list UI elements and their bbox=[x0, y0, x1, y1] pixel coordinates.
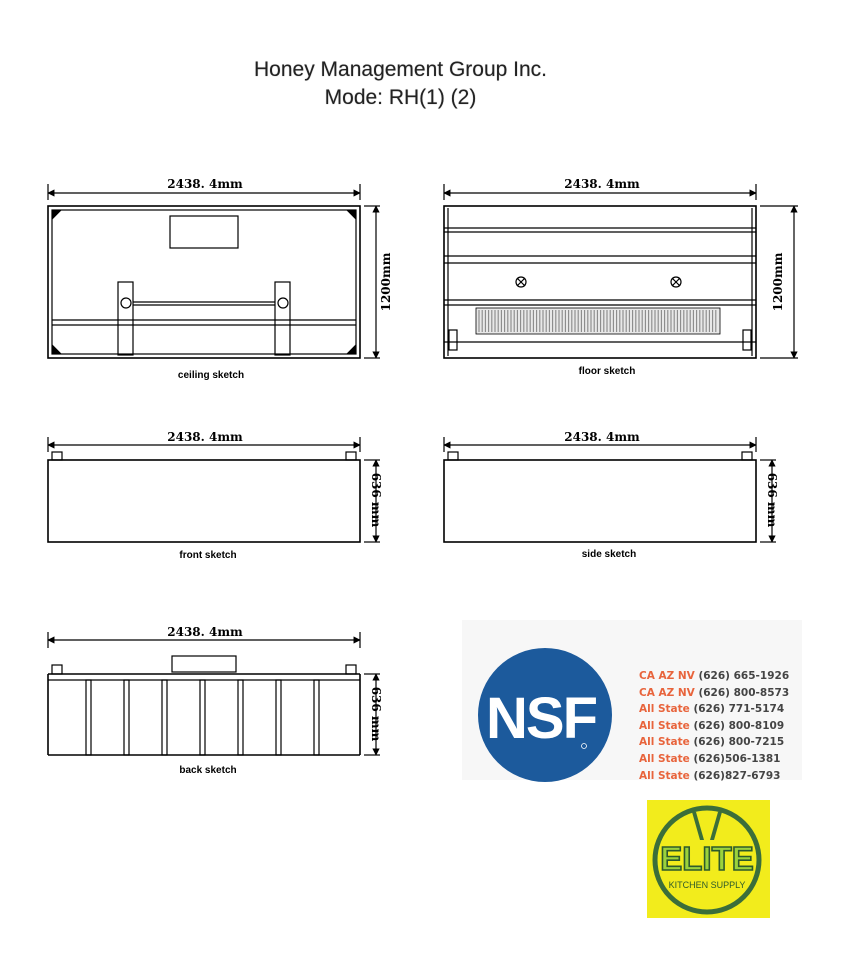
contact-region: All State bbox=[639, 752, 690, 765]
front-caption: front sketch bbox=[179, 550, 237, 561]
contact-region: All State bbox=[639, 703, 690, 716]
contact-row bbox=[639, 701, 789, 718]
contact-region: All State bbox=[639, 769, 690, 782]
contact-phone[interactable]: (626) 800-8109 bbox=[693, 719, 785, 732]
contact-list bbox=[639, 668, 789, 784]
contact-row bbox=[639, 768, 789, 785]
nsf-logo bbox=[478, 648, 612, 782]
side-caption: side sketch bbox=[581, 549, 637, 560]
elite-tagline-text: KITCHEN SUPPLY bbox=[668, 880, 746, 890]
contact-phone[interactable]: (626) 800-8573 bbox=[698, 686, 790, 699]
contact-region: CA AZ NV bbox=[639, 670, 695, 682]
model-title: Mode: RH(1) (2) bbox=[324, 86, 477, 109]
front-width-label: 2438. 4mm bbox=[167, 430, 243, 444]
contact-phone[interactable]: (626)506-1381 bbox=[693, 752, 781, 765]
ceiling-height-label: 1200mm bbox=[379, 252, 393, 312]
contact-row bbox=[639, 734, 789, 751]
contact-row bbox=[639, 718, 789, 735]
back-width-label: 2438. 4mm bbox=[167, 625, 243, 639]
back-height-label: 636 mm bbox=[369, 686, 383, 742]
ceiling-caption: ceiling sketch bbox=[177, 370, 245, 381]
floor-caption: floor sketch bbox=[578, 366, 636, 377]
ceiling-width-label: 2438. 4mm bbox=[167, 177, 243, 191]
contact-region: All State bbox=[639, 719, 690, 732]
contact-row bbox=[639, 685, 789, 702]
ceiling-sketch bbox=[48, 184, 380, 358]
floor-sketch bbox=[444, 184, 798, 358]
contact-phone[interactable]: (626)827-6793 bbox=[693, 769, 781, 782]
nsf-logo-text: NSF bbox=[486, 686, 596, 751]
front-outline bbox=[48, 460, 360, 542]
ceiling-panel bbox=[170, 216, 238, 248]
contact-region: CA AZ NV bbox=[639, 686, 695, 699]
floor-width-label: 2438. 4mm bbox=[564, 177, 640, 191]
floor-grille-slats bbox=[479, 310, 716, 332]
side-sketch bbox=[444, 437, 776, 542]
floor-outline bbox=[444, 206, 756, 358]
contact-phone[interactable]: (626) 665-1926 bbox=[698, 670, 790, 682]
company-title: Honey Management Group Inc. bbox=[254, 58, 547, 81]
elite-logo bbox=[647, 800, 770, 918]
contact-phone[interactable]: (626) 800-7215 bbox=[693, 736, 785, 749]
contact-row bbox=[639, 751, 789, 768]
back-top-box bbox=[172, 656, 236, 672]
ceiling-outline bbox=[48, 206, 360, 358]
contact-phone[interactable]: (626) 771-5174 bbox=[693, 703, 785, 716]
side-width-label: 2438. 4mm bbox=[564, 430, 640, 444]
side-height-label: 636 mm bbox=[765, 472, 779, 528]
elite-brand-text: ELITE bbox=[660, 840, 754, 877]
front-sketch bbox=[48, 437, 380, 542]
contact-row bbox=[639, 668, 789, 685]
floor-height-label: 1200mm bbox=[771, 252, 785, 312]
back-caption: back sketch bbox=[179, 765, 237, 776]
contact-region: All State bbox=[639, 736, 690, 749]
front-height-label: 636 mm bbox=[369, 472, 383, 528]
back-sketch bbox=[48, 632, 380, 755]
side-outline bbox=[444, 460, 756, 542]
